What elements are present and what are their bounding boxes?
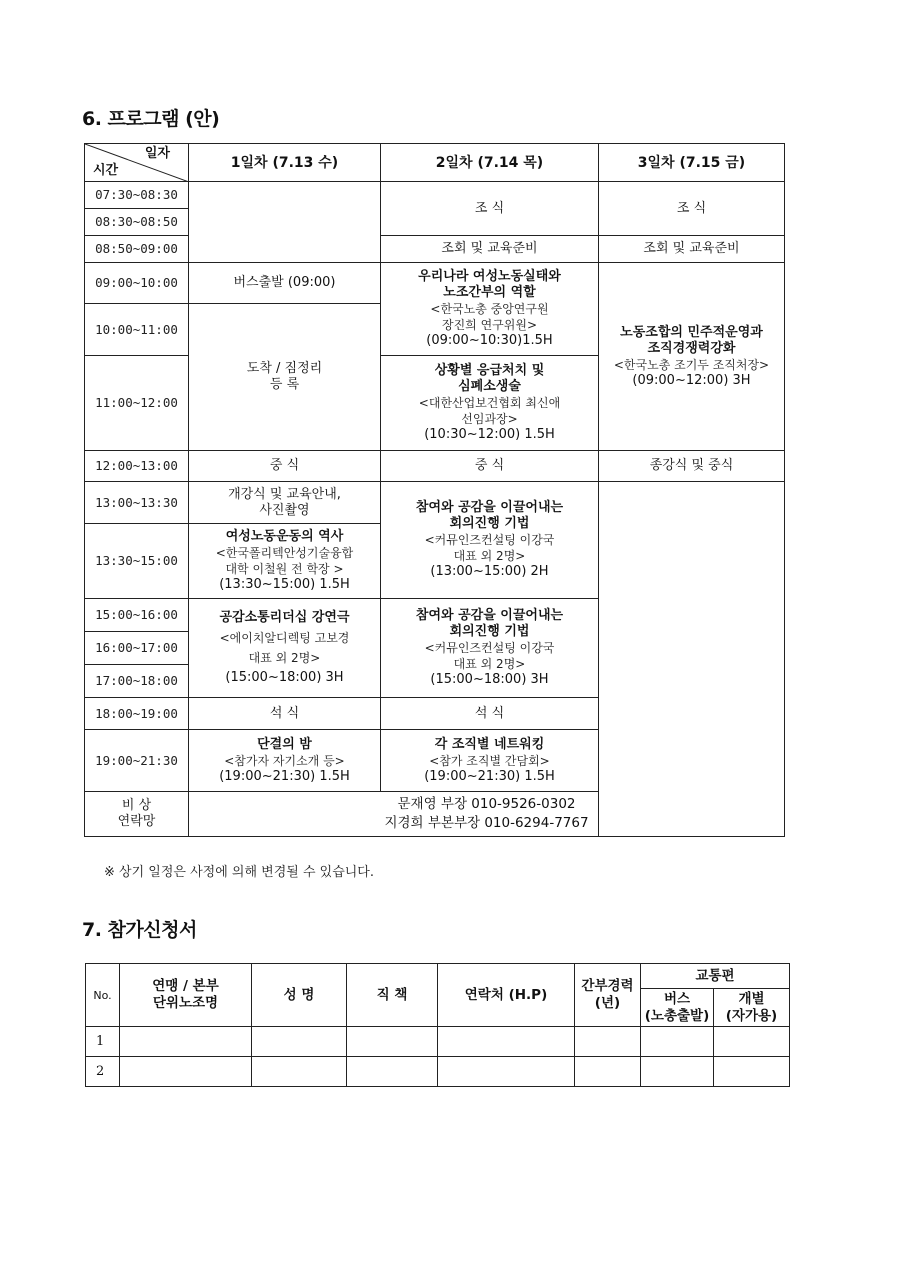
- session-title: 공감소통리더십 강연극: [219, 610, 350, 625]
- col-position: 직 책: [347, 964, 438, 1027]
- row-number: 1: [86, 1027, 120, 1057]
- individual-field[interactable]: [714, 1057, 790, 1087]
- bus-field[interactable]: [641, 1057, 714, 1087]
- session-title: 참여와 공감을 이끌어내는: [415, 608, 564, 623]
- table-row: [86, 1027, 790, 1057]
- time-cell: 10:00~11:00: [85, 304, 189, 356]
- col-transport: 교통편: [641, 964, 790, 989]
- career-field[interactable]: [575, 1057, 641, 1087]
- session-title: 단결의 밤: [257, 736, 312, 752]
- day1-arrival: [189, 304, 381, 451]
- col-contact: 연락처 (H.P): [438, 964, 575, 1027]
- session-speaker: <참가 조직별 간담회>: [429, 753, 550, 768]
- col-career: [575, 964, 641, 1027]
- session-speaker: 대표 외 2명>: [453, 549, 526, 563]
- day1-empty-cell: [189, 182, 381, 263]
- day2-dinner: 석 식: [381, 698, 599, 730]
- emergency-label-line: 연락망: [117, 814, 156, 829]
- union-field[interactable]: [120, 1027, 252, 1057]
- day2-header: 2일차 (7.14 목): [381, 144, 599, 182]
- day2-session-3: [381, 482, 599, 599]
- row-number: 2: [86, 1057, 120, 1087]
- opening-text: 사진촬영: [259, 502, 310, 518]
- arrival-text: 도착 / 짐정리: [246, 361, 323, 376]
- emergency-contacts: [189, 792, 785, 837]
- day3-breakfast: 조 식: [599, 182, 785, 236]
- time-cell: 07:30~08:30: [85, 182, 189, 209]
- day1-session-1: [189, 524, 381, 599]
- col-bus-line: (노총출발): [644, 1007, 710, 1024]
- position-field[interactable]: [347, 1057, 438, 1087]
- day2-session-2: [381, 356, 599, 451]
- session-title: 참여와 공감을 이끌어내는: [415, 500, 564, 515]
- registration-text: 등 록: [269, 377, 300, 392]
- session-title: 조직경쟁력강화: [647, 340, 736, 356]
- time-cell: 08:30~08:50: [85, 209, 189, 236]
- session-speaker: 선임과장>: [461, 412, 518, 426]
- day2-session-1: [381, 263, 599, 356]
- time-cell: 12:00~13:00: [85, 451, 189, 482]
- opening-text: 개강식 및 교육안내,: [228, 486, 341, 502]
- name-field[interactable]: [252, 1027, 347, 1057]
- session-speaker: 대표 외 2명>: [453, 657, 526, 671]
- session-title: 회의진행 기법: [449, 516, 530, 531]
- time-cell: 19:00~21:30: [85, 730, 189, 792]
- time-cell: 11:00~12:00: [85, 356, 189, 451]
- col-career-line: (년): [594, 995, 621, 1011]
- day3-header: 3일차 (7.15 금): [599, 144, 785, 182]
- session-speaker: 장진희 연구위원>: [441, 318, 537, 332]
- session-title: 노조간부의 역할: [443, 285, 536, 300]
- day2-session-4: [381, 599, 599, 698]
- session-speaker: <한국노총 중앙연구원: [430, 302, 549, 316]
- table-row: [86, 1057, 790, 1087]
- session-time: (13:30~15:00) 1.5H: [219, 577, 350, 592]
- day2-session-5: [381, 730, 599, 792]
- day3-empty-cell: [599, 482, 785, 837]
- day1-bus-departure: 버스출발 (09:00): [189, 263, 381, 304]
- day1-session-2: [189, 599, 381, 698]
- session-time: (09:00~12:00) 3H: [632, 372, 751, 388]
- day2-lunch: 중 식: [381, 451, 599, 482]
- time-cell: 08:50~09:00: [85, 236, 189, 263]
- col-bus: [641, 989, 714, 1027]
- time-cell: 18:00~19:00: [85, 698, 189, 730]
- session-title: 회의진행 기법: [449, 624, 530, 639]
- day1-dinner: 석 식: [189, 698, 381, 730]
- day3-morning-meeting: 조회 및 교육준비: [599, 236, 785, 263]
- emergency-label: [85, 792, 189, 837]
- session-speaker: <한국노총 조기두 조직처장>: [613, 357, 770, 372]
- session-title: 여성노동운동의 역사: [225, 529, 344, 544]
- time-cell: 09:00~10:00: [85, 263, 189, 304]
- day3-session-1: [599, 263, 785, 451]
- emergency-contact: 문재영 부장 010-9526-0302: [397, 796, 576, 812]
- session-title: 각 조직별 네트워킹: [434, 736, 545, 752]
- col-individual-line: 개별: [738, 990, 765, 1007]
- session-time: (10:30~12:00) 1.5H: [424, 427, 555, 442]
- session-time: (15:00~18:00) 3H: [225, 670, 344, 685]
- application-form-table: [85, 963, 790, 1087]
- individual-field[interactable]: [714, 1027, 790, 1057]
- time-cell: 17:00~18:00: [85, 665, 189, 698]
- session-time: (15:00~18:00) 3H: [430, 672, 549, 687]
- day1-lunch: 중 식: [189, 451, 381, 482]
- col-union-line: 연맹 / 본부: [152, 978, 219, 994]
- col-name: 성 명: [252, 964, 347, 1027]
- session-speaker: <커뮤인즈컨설팅 이강국: [424, 641, 555, 655]
- time-cell: 13:30~15:00: [85, 524, 189, 599]
- day2-morning-meeting: 조회 및 교육준비: [381, 236, 599, 263]
- contact-field[interactable]: [438, 1027, 575, 1057]
- session-title: 심폐소생술: [458, 379, 521, 394]
- session-title: 상황별 응급처치 및: [434, 363, 545, 378]
- col-career-line: 간부경력: [581, 978, 634, 994]
- session-title: 우리나라 여성노동실태와: [418, 269, 561, 284]
- section-6-title: 6. 프로그램 (안): [82, 108, 220, 130]
- session-speaker: <한국폴리텍안성기술융합: [215, 546, 354, 560]
- session-time: (13:00~15:00) 2H: [430, 564, 549, 579]
- day-header-label: 일자: [144, 146, 170, 161]
- day2-breakfast: 조 식: [381, 182, 599, 236]
- bus-field[interactable]: [641, 1027, 714, 1057]
- time-header-label: 시간: [93, 163, 119, 178]
- position-field[interactable]: [347, 1027, 438, 1057]
- session-speaker: <대한산업보건협회 최신애: [418, 396, 561, 410]
- time-cell: 16:00~17:00: [85, 632, 189, 665]
- day1-opening: [189, 482, 381, 524]
- col-union: [120, 964, 252, 1027]
- name-field[interactable]: [252, 1057, 347, 1087]
- session-speaker: <커뮤인즈컨설팅 이강국: [424, 533, 555, 547]
- session-speaker: 대표 외 2명>: [248, 651, 321, 665]
- emergency-contact: 지경희 부본부장 010-6294-7767: [384, 815, 589, 831]
- corner-header-cell: [85, 144, 189, 182]
- col-no: No.: [86, 964, 120, 1027]
- session-title: 노동조합의 민주적운영과: [620, 324, 763, 340]
- session-time: (19:00~21:30) 1.5H: [219, 768, 350, 784]
- career-field[interactable]: [575, 1027, 641, 1057]
- session-speaker: 대학 이철원 전 학장 >: [225, 562, 344, 576]
- session-time: (09:00~10:30)1.5H: [426, 333, 553, 348]
- col-individual-line: (자가용): [725, 1007, 778, 1024]
- program-schedule-table: [84, 143, 785, 837]
- schedule-note: ※ 상기 일정은 사정에 의해 변경될 수 있습니다.: [104, 865, 374, 880]
- col-union-line: 단위노조명: [152, 995, 219, 1011]
- col-individual: [714, 989, 790, 1027]
- day1-header: 1일차 (7.13 수): [189, 144, 381, 182]
- time-cell: 15:00~16:00: [85, 599, 189, 632]
- time-cell: 13:00~13:30: [85, 482, 189, 524]
- col-bus-line: 버스: [663, 990, 691, 1007]
- day3-closing-lunch: 종강식 및 중식: [599, 451, 785, 482]
- union-field[interactable]: [120, 1057, 252, 1087]
- section-7-title: 7. 참가신청서: [82, 919, 197, 941]
- day1-session-3: [189, 730, 381, 792]
- contact-field[interactable]: [438, 1057, 575, 1087]
- session-speaker: <에이치알디렉팅 고보경: [219, 631, 350, 645]
- emergency-label-line: 비 상: [121, 798, 152, 813]
- session-speaker: <참가자 자기소개 등>: [224, 753, 345, 768]
- session-time: (19:00~21:30) 1.5H: [424, 768, 555, 784]
